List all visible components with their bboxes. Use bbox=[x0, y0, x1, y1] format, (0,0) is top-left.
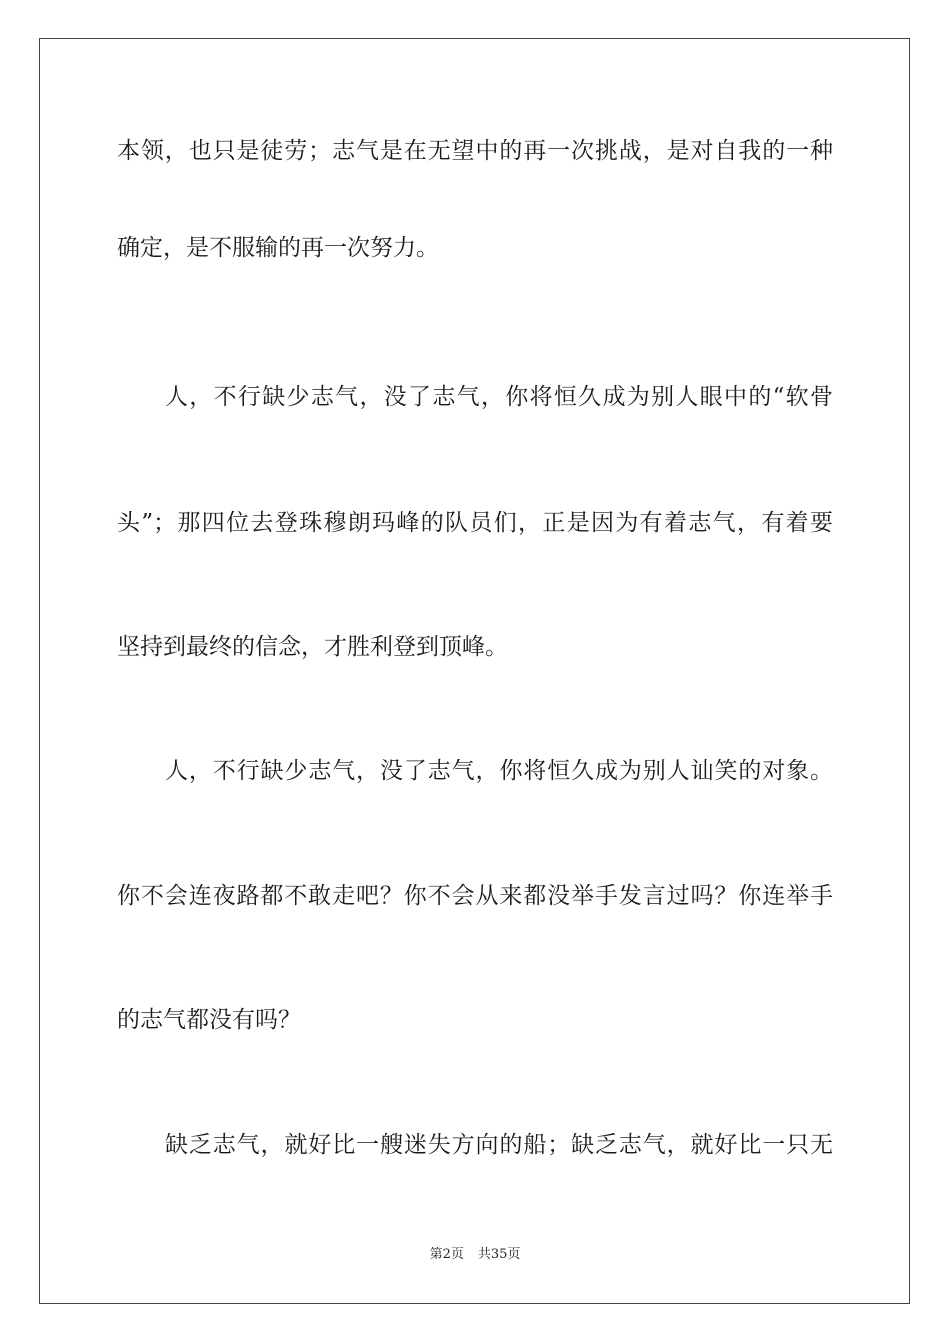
text-line-8: 的志气都没有吗？ bbox=[117, 1007, 301, 1033]
total-pages: 共35页 bbox=[477, 1247, 521, 1262]
text-line-4: 头”；那四位去登珠穆朗玛峰的队员们，正是因为有着志气，有着要 bbox=[117, 510, 833, 536]
text-line-3: 人，不行缺少志气，没了志气，你将恒久成为别人眼中的“软骨 bbox=[165, 384, 833, 410]
text-line-2: 确定，是不服输的再一次努力。 bbox=[117, 235, 439, 261]
text-line-9: 缺乏志气，就好比一艘迷失方向的船；缺乏志气，就好比一只无 bbox=[165, 1132, 833, 1158]
text-line-1: 本领，也只是徒劳；志气是在无望中的再一次挑战，是对自我的一种 bbox=[117, 138, 833, 164]
page-footer bbox=[0, 1246, 950, 1264]
text-line-5: 坚持到最终的信念，才胜利登到顶峰。 bbox=[117, 634, 508, 660]
page-number: 第2页 bbox=[429, 1247, 464, 1262]
text-line-7: 你不会连夜路都不敢走吧？你不会从来都没举手发言过吗？你连举手 bbox=[117, 883, 833, 909]
page-border bbox=[39, 38, 910, 1304]
text-line-6: 人，不行缺少志气，没了志气，你将恒久成为别人讪笑的对象。 bbox=[165, 758, 833, 784]
